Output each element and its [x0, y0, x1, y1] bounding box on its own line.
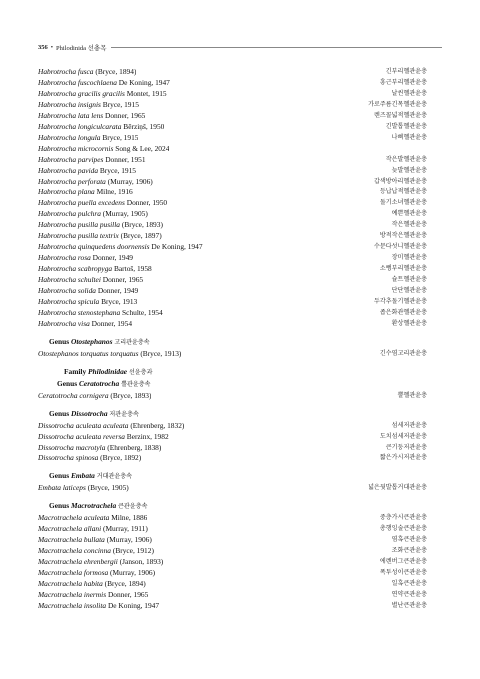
korean-name: 단단헬관윤충 — [391, 287, 427, 295]
species-author: Bryce, 1915 — [102, 99, 139, 109]
species-author: Bryce, 1915 — [99, 165, 136, 175]
species-row — [38, 67, 427, 78]
species-author: Bērziņš, 1950 — [123, 121, 165, 131]
species-author: Montet, 1915 — [126, 88, 167, 98]
korean-name: 긴수염고리관윤충 — [379, 349, 427, 357]
species-name: Habrotrocha pavida — [38, 165, 99, 175]
genus-heading-korean: 저관윤충속 — [109, 410, 139, 418]
species-row — [38, 297, 427, 308]
korean-name: 에렌버그큰관윤충 — [379, 558, 427, 566]
running-header — [38, 41, 442, 53]
species-name-cell — [38, 557, 163, 568]
species-name: Habrotrocha rosa — [38, 253, 91, 263]
genus-heading-label: Genus — [57, 378, 78, 388]
species-author: Donner, 1950 — [126, 198, 168, 208]
header-separator: • — [50, 43, 54, 51]
korean-name: 연약큰관윤충 — [391, 590, 427, 598]
species-row — [38, 89, 427, 100]
species-name-cell — [38, 231, 162, 242]
species-name-cell — [38, 421, 184, 432]
species-name: Habrotrocha pulchra — [38, 209, 101, 219]
species-author: Donner, 1951 — [105, 154, 146, 164]
species-name-cell — [38, 483, 129, 494]
species-name: Habrotrocha solida — [38, 286, 96, 296]
species-name-cell — [38, 286, 138, 297]
species-name-cell — [38, 513, 147, 524]
family-heading-korean: 선윤충과 — [128, 368, 153, 376]
species-author: Song & Lee, 2024 — [115, 143, 170, 153]
species-name: Habrotrocha visa — [38, 318, 90, 328]
species-row — [38, 421, 427, 432]
species-author: (Bryce, 1894) — [95, 67, 137, 76]
species-name: Habrotrocha gracilis gracilis — [38, 88, 125, 98]
species-name-cell — [38, 579, 146, 590]
species-row — [38, 453, 427, 464]
species-name-cell — [38, 122, 164, 133]
species-name: Habrotrocha longula — [38, 132, 101, 142]
korean-name: 등납납적헬관윤충 — [379, 188, 427, 196]
species-row — [38, 220, 427, 231]
species-name: Habrotrocha pusilla pusilla — [38, 220, 120, 230]
genus-heading — [38, 471, 427, 483]
species-row — [38, 513, 427, 524]
species-author: De Koning, 1947 — [151, 242, 203, 252]
genus-heading-name: Otostephanos — [71, 336, 113, 346]
section-gap — [38, 464, 427, 471]
species-author: (Bryce, 1897) — [120, 231, 162, 241]
korean-name: 늦발헬관윤충 — [391, 166, 427, 174]
species-author: Donner, 1949 — [92, 253, 133, 263]
species-row — [38, 546, 427, 557]
korean-name: 흥근부리헬관윤충 — [379, 78, 427, 86]
section-gap — [38, 402, 427, 409]
species-name: Habrotrocha scabropyga — [38, 264, 113, 274]
species-name: Habrotrocha plana — [38, 187, 95, 197]
species-name-cell — [38, 242, 203, 253]
species-name-cell — [38, 67, 136, 78]
species-name-cell — [38, 89, 167, 100]
genus-heading-name: Dissotrocha — [71, 408, 108, 418]
korean-name: 긴부리헬관윤충 — [385, 68, 427, 75]
species-row — [38, 264, 427, 275]
species-author: (Murray, 1906) — [107, 176, 153, 186]
species-row — [38, 231, 427, 242]
species-author: (Janson, 1893) — [119, 557, 164, 567]
genus-heading-label: Genus — [49, 408, 70, 418]
species-row — [38, 308, 427, 319]
korean-name: 중층가시큰관윤충 — [379, 514, 427, 522]
korean-name: 방적작은헬관윤충 — [379, 232, 427, 240]
species-name-cell — [38, 198, 167, 209]
genus-heading-label: Genus — [49, 501, 70, 511]
korean-name: 큰기둥저관윤충 — [385, 443, 427, 451]
page-number: 356 — [38, 43, 48, 51]
korean-name: 작은헬관윤충 — [391, 221, 427, 229]
species-author: (Murray, 1906) — [110, 568, 156, 578]
species-name-cell — [38, 187, 133, 198]
species-name: Dissotrocha aculeata reversa — [38, 431, 125, 441]
korean-name: 염혹큰관윤충 — [391, 536, 427, 544]
korean-name: 나삐헬관윤충 — [391, 133, 427, 141]
species-row — [38, 144, 427, 155]
species-author: Donner, 1954 — [91, 318, 133, 328]
species-name-cell — [38, 253, 133, 264]
species-name-cell — [38, 133, 138, 144]
korean-name: 별난큰관윤충 — [391, 601, 427, 609]
species-name: Habrotrocha quinquedens doornensis — [38, 242, 150, 252]
species-row — [38, 391, 427, 402]
korean-name: 가로주름긴목헬관윤충 — [368, 100, 427, 108]
species-row — [38, 111, 427, 122]
species-name-cell — [38, 166, 136, 177]
species-author: (Murray, 1911) — [103, 524, 148, 534]
species-name: Dissotrocha spinosa — [38, 453, 99, 463]
species-author: (Bryce, 1912) — [112, 546, 154, 556]
korean-name: 섬세저관윤충 — [391, 421, 427, 429]
species-author: Milne, 1886 — [111, 513, 148, 523]
korean-name: 짧은가시저관윤충 — [379, 454, 427, 462]
genus-heading-label: Genus — [49, 471, 70, 481]
species-name-cell — [38, 100, 139, 111]
korean-name: 장미헬관윤충 — [391, 254, 427, 262]
species-row — [38, 275, 427, 286]
genus-heading — [38, 501, 427, 513]
korean-name: 소뻥부리헬관윤충 — [379, 265, 427, 273]
species-name: Macrotrachela formosa — [38, 568, 109, 578]
korean-name: 날씬헬관윤충 — [391, 89, 427, 97]
species-name: Otostephanos torquatus torquatus — [38, 348, 139, 358]
species-row — [38, 209, 427, 220]
species-row — [38, 557, 427, 568]
species-name: Habrotrocha perforata — [38, 176, 106, 186]
species-name-cell — [38, 319, 132, 330]
korean-name: 슐트헬관윤충 — [391, 276, 427, 284]
species-name: Habrotrocha pusilla textrix — [38, 231, 119, 241]
species-author: (Bryce, 1893) — [121, 220, 163, 230]
species-name: Ceratotrocha cornigera — [38, 390, 109, 400]
species-author: Donner, 1965 — [107, 589, 149, 599]
species-row — [38, 286, 427, 297]
korean-name: 갑색방아리헬관윤충 — [374, 177, 427, 185]
species-author: Schulte, 1954 — [122, 307, 163, 317]
species-name: Macrotrachela concinna — [38, 546, 111, 556]
species-author: (Murray, 1906) — [106, 535, 152, 545]
family-heading-label: Family — [64, 366, 87, 376]
species-name: Habrotrocha parvipes — [38, 154, 104, 164]
korean-name: 조화큰관윤충 — [391, 547, 427, 555]
species-row — [38, 579, 427, 590]
species-name: Macrotrachela bullata — [38, 535, 105, 545]
header-rule — [111, 47, 442, 48]
family-heading — [38, 367, 427, 379]
species-author: Donner, 1965 — [102, 275, 144, 285]
species-author: De Koning, 1947 — [118, 77, 170, 87]
korean-name: 폭투성이큰관윤충 — [379, 569, 427, 577]
species-name-cell — [38, 546, 154, 557]
species-name: Habrotrocha stenostephana — [38, 307, 121, 317]
species-name-cell — [38, 535, 152, 546]
species-name-cell — [38, 524, 148, 535]
genus-heading — [38, 409, 427, 421]
korean-name: 넓은뒷발톱거대관윤충 — [368, 484, 427, 492]
species-name: Habrotrocha spicula — [38, 297, 100, 307]
species-author: De Koning, 1947 — [107, 600, 160, 610]
species-name-cell — [38, 349, 181, 360]
genus-heading — [38, 379, 427, 391]
species-name-cell — [38, 78, 170, 89]
species-name-cell — [38, 209, 148, 220]
species-row — [38, 319, 427, 330]
species-row — [38, 483, 427, 494]
species-name-cell — [38, 432, 169, 443]
species-row — [38, 568, 427, 579]
species-name: Habrotrocha fusca — [38, 67, 94, 76]
species-author: (Ehrenberg, 1832) — [130, 420, 185, 430]
running-title: Philodinida 선충목 — [56, 44, 107, 52]
species-author: (Bryce, 1892) — [100, 453, 142, 463]
korean-name: 렌즈꼴넓적헬관윤충 — [374, 111, 427, 119]
species-name: Habrotrocha longiculcarata — [38, 121, 122, 131]
species-author: Donner, 1965 — [105, 110, 146, 120]
species-row — [38, 242, 427, 253]
species-name: Habrotrocha puella excedens — [38, 198, 125, 208]
species-name: Dissotrocha macrotyla — [38, 442, 106, 452]
species-author: Berzinx, 1982 — [126, 431, 169, 441]
species-name: Habrotrocha schultei — [38, 275, 101, 285]
genus-heading-label: Genus — [49, 336, 70, 346]
species-name-cell — [38, 308, 163, 319]
species-author: (Bryce, 1905) — [87, 483, 129, 493]
species-row — [38, 133, 427, 144]
species-name-cell — [38, 177, 153, 188]
korean-name: 일혹큰관윤충 — [391, 579, 427, 587]
species-author: (Bryce, 1894) — [104, 578, 146, 588]
species-name: Habrotrocha microcornis — [38, 143, 114, 153]
species-name: Macrotrachela aculeata — [38, 513, 110, 523]
genus-heading-korean: 뿔관윤충속 — [121, 380, 151, 388]
korean-name: 긴발톱헬관윤충 — [385, 122, 427, 130]
korean-name: 좁은화관헬관윤충 — [379, 308, 427, 316]
species-author: Bartoš, 1958 — [113, 264, 152, 274]
korean-name: 뿔헬관윤충 — [397, 391, 427, 399]
species-checklist — [38, 67, 427, 612]
species-author: (Bryce, 1893) — [110, 390, 152, 400]
species-row — [38, 349, 427, 360]
section-gap — [38, 360, 427, 367]
species-row — [38, 590, 427, 601]
species-row — [38, 601, 427, 612]
species-name-cell — [38, 144, 169, 155]
korean-name: 총행잉술큰관윤충 — [379, 525, 427, 533]
species-name-cell — [38, 568, 155, 579]
species-author: Bryce, 1915 — [102, 132, 139, 142]
species-name-cell — [38, 264, 152, 275]
genus-heading-korean: 고리관윤충속 — [114, 338, 150, 346]
species-name-cell — [38, 590, 148, 601]
korean-name: 예쁜헬관윤충 — [391, 210, 427, 218]
species-row — [38, 535, 427, 546]
species-name: Habrotrocha insignis — [38, 99, 101, 109]
species-row — [38, 78, 427, 89]
section-gap — [38, 494, 427, 501]
species-author: Milne, 1916 — [96, 187, 133, 197]
korean-name: 작은발헬관윤충 — [385, 155, 427, 163]
species-name-cell — [38, 443, 161, 454]
species-name: Macrotrachela insolita — [38, 600, 107, 610]
species-author: Bryce, 1913 — [101, 297, 138, 307]
family-heading-name: Philodinidae — [88, 366, 128, 376]
genus-heading-korean: 거대관윤충속 — [96, 473, 133, 481]
species-name-cell — [38, 297, 137, 308]
species-name-cell — [38, 391, 151, 402]
genus-heading-name: Embata — [71, 471, 95, 481]
korean-name: 두각추돌기헬관윤충 — [374, 298, 427, 306]
species-name: Macrotrachela inermis — [38, 589, 107, 599]
species-row — [38, 443, 427, 454]
species-name: Habrotrocha lata lens — [38, 110, 104, 120]
species-name-cell — [38, 111, 145, 122]
genus-heading — [38, 337, 427, 349]
species-author: (Murray, 1905) — [102, 209, 148, 219]
korean-name: 수문다섯니헬관윤충 — [374, 243, 427, 251]
species-name-cell — [38, 453, 141, 464]
genus-heading-name: Macrotrachela — [71, 501, 117, 511]
species-row — [38, 253, 427, 264]
genus-heading-name: Ceratotrocha — [79, 378, 120, 388]
species-name: Macrotrachela habita — [38, 578, 103, 588]
korean-name: 도치섬세저관윤충 — [379, 432, 427, 440]
genus-heading-korean: 큰관윤충속 — [118, 503, 148, 511]
species-name-cell — [38, 601, 159, 612]
species-name-cell — [38, 275, 143, 286]
species-row — [38, 100, 427, 111]
species-name-cell — [38, 155, 146, 166]
species-row — [38, 122, 427, 133]
species-name: Embata laticeps — [38, 483, 86, 493]
species-name: Habrotrocha fuscochlaena — [38, 77, 117, 87]
species-name: Dissotrocha aculeata aculeata — [38, 420, 129, 430]
species-row — [38, 155, 427, 166]
section-gap — [38, 330, 427, 337]
species-row — [38, 432, 427, 443]
korean-name: 돌기소녀헬관윤충 — [379, 199, 427, 207]
species-row — [38, 198, 427, 209]
species-author: Donner, 1949 — [97, 286, 139, 296]
species-name-cell — [38, 220, 163, 231]
species-author: (Bryce, 1913) — [140, 348, 182, 358]
species-name: Macrotrachela allani — [38, 524, 102, 534]
korean-name: 환상헬관윤충 — [391, 319, 427, 327]
species-row — [38, 166, 427, 177]
species-author: (Ehrenberg, 1838) — [107, 442, 162, 452]
species-row — [38, 187, 427, 198]
species-row — [38, 524, 427, 535]
species-name: Macrotrachela ehrenbergii — [38, 557, 118, 567]
species-row — [38, 177, 427, 188]
